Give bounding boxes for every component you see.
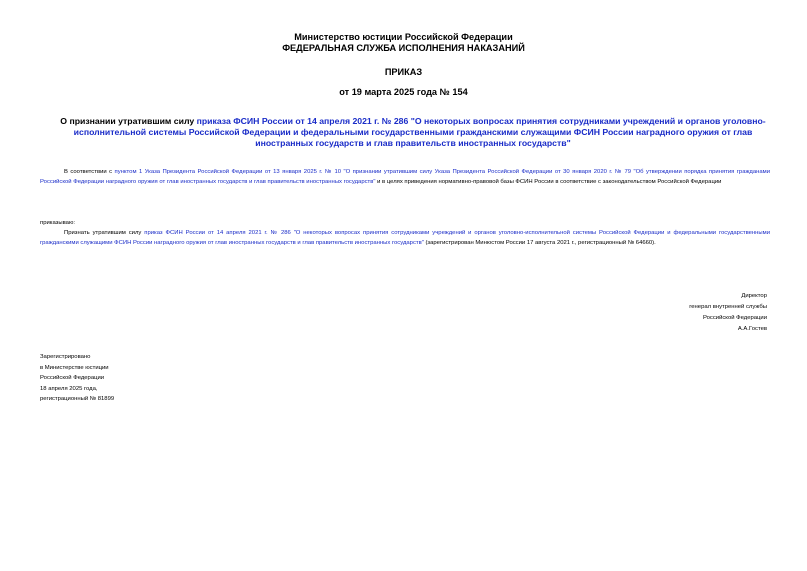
- registration-line: Зарегистрировано: [40, 354, 91, 360]
- clause-link[interactable]: приказ ФСИН России от 14 апреля 2021 г. № 286 "О некоторых вопросах принятия сотрудниками учреждений и органов уголовно-исполнительной системы Российской Федерации и федеральными государственными гражданскими служащими ФСИН России наградного оружия от глав иностранных государств и глав правительств иностранных государств": [40, 230, 771, 246]
- ministry-name: Министерство юстиции Российской Федерации: [294, 32, 513, 42]
- clause-text-start: Признать утратившим силу: [64, 230, 145, 236]
- service-name: ФЕДЕРАЛЬНАЯ СЛУЖБА ИСПОЛНЕНИЯ НАКАЗАНИЙ: [282, 43, 525, 53]
- registration-line: регистрационный № 81899: [40, 396, 115, 402]
- document-type: ПРИКАЗ: [384, 67, 423, 77]
- preamble-paragraph: [40, 167, 770, 187]
- signature-line: генерал внутренней службы: [689, 304, 767, 310]
- signature-line: Директор: [741, 293, 767, 299]
- preamble-text-end: и в целях приведения нормативно-правовой базы ФСИН России в соответствие с законодательством Российской Федерации: [375, 179, 722, 185]
- preamble-text-start: В соответствии с: [64, 169, 115, 175]
- clause-text-end: (зарегистрирован Минюстом России 17 августа 2021 г., регистрационный № 64660).: [423, 240, 656, 246]
- registration-block: [40, 352, 114, 405]
- title-prefix: О признании утратившим силу: [60, 116, 197, 126]
- registration-line: в Министерстве юстиции: [40, 364, 109, 371]
- document-title: [48, 116, 778, 149]
- order-word: приказываю:: [40, 220, 76, 226]
- signature-line: Российской Федерации: [702, 315, 767, 321]
- registration-line: 18 апреля 2025 года,: [40, 385, 98, 392]
- signature-line: А.А.Гостев: [737, 326, 767, 332]
- document-date-number: от 19 марта 2025 года № 154: [339, 87, 468, 97]
- preamble-link[interactable]: пунктом 1 Указа Президента Российской Федерации от 13 января 2025 г. № 10 "О признании утратившим силу Указа Президента Российской Федерации от 30 января 2020 г. № 79 "Об утверждении порядка принятия гражданами Российской Федерации наградного оружия от глав иностранных государств и глав правительств иностранных государств": [40, 169, 770, 185]
- registration-line: Российской Федерации: [40, 375, 105, 381]
- clause-paragraph: [40, 228, 770, 248]
- signature-block: [689, 291, 767, 335]
- title-link[interactable]: приказа ФСИН России от 14 апреля 2021 г. № 286 "О некоторых вопросах принятия сотрудниками учреждений и органов уголовно-исполнительной системы Российской Федерации и федеральными государственными гражданскими служащими ФСИН России наградного оружия от глав иностранных государств и глав правительств иностранных государств": [73, 116, 766, 148]
